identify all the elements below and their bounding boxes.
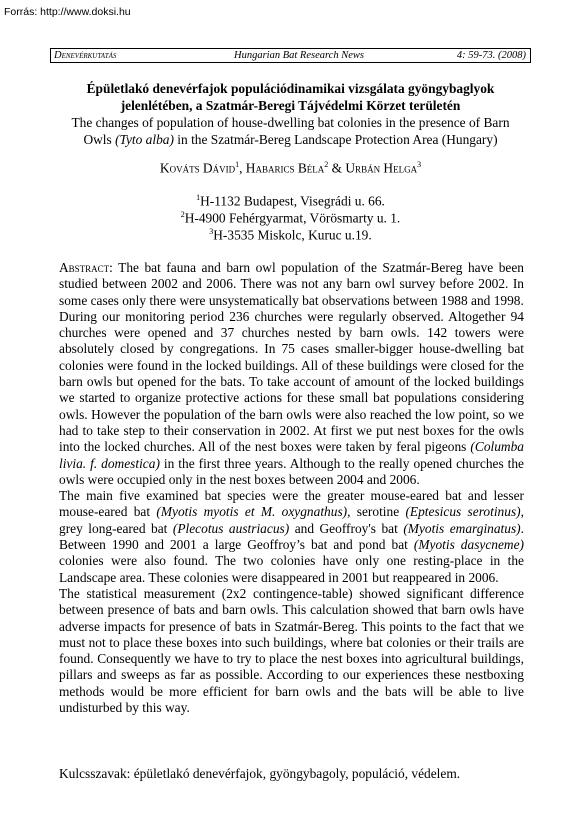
author-1: Kováts Dávid — [159, 160, 236, 176]
journal-section: Denevérkutatás — [54, 50, 117, 61]
abstract-paragraph-2: During our monitoring period 236 churches were regularly observed. Altogether 94 churches were opened and 37 churches nested by barn owls. 142 towers were absolutely closed by congregations. In 75 cases smaller-bigger house-dwelling bat colonies were found in the locked buildings. All of these buildings were closed for the barn owls but opened for the bats. To take account of amount of the locked buildings we started to organize protective actions for these small bat populations considering owls. However the population of the barn owls were also reached the low point, so we had to take step to their conservation in 2002. At first we put nest boxes for the owls into the locked churches. All of the nest boxes were taken by feral pigeons (Columba livia. f. domestica) in the first three years. Although to the really opened churches the owls were occupied only in the nest boxes between 2004 and 2006. — [59, 308, 524, 487]
title-hu-line2: jelenlétében, a Szatmár-Beregi Tájvédelmi Körzet területén — [120, 98, 461, 113]
abstract-label: Abstract: — [59, 260, 113, 275]
authors: Kováts Dávid$^1$, Habarics Béla$^2$ & Urbán Helga$^3$ — [159, 160, 422, 176]
author-2: Habarics Béla — [245, 160, 325, 176]
abstract-paragraph-1: Abstract: The bat fauna and barn owl population of the Szatmár-Bereg have been studied between 2002 and 2006. There was not any barn owl survey before 2002. In some cases only there were unsystematically bat observations between 1988 and 1998. — [59, 260, 524, 308]
abstract — [59, 260, 524, 716]
title-en-line1: The changes of population of house-dwelling bat colonies in the presence of Barn — [71, 115, 510, 130]
abstract-paragraph-4: The statistical measurement (2x2 contingence-table) showed significant difference between presence of bats and barn owls. This calculation showed that barn owls have adverse impacts for presence of bats in Szatmár-Bereg. This points to the fact that we must not to place these boxes into such buildings, where bat colonies or their trails are found. Consequently we have to try to place the nest boxes into agricultural buildings, pillars and sweeps as far as possible. According to our experiences these nestboxing methods would be more efficient for barn owls and the bats will be able to live undisturbed by this way. — [59, 585, 524, 716]
title-english — [50, 114, 531, 148]
running-header — [50, 48, 531, 63]
address-2: $^2$H-4900 Fehérgyarmat, Vörösmarty u. 1. — [180, 210, 401, 226]
address-3: $^3$H-3535 Miskolc, Kuruc u.19. — [209, 227, 372, 243]
abstract-paragraph-3: The main five examined bat species were the greater mouse-eared bat and lesser mouse-eared bat (Myotis myotis et M. oxygnathus), serotine (Eptesicus serotinus), grey long-eared bat (Plecotus austriacus) and Geoffroy's bat (Myotis emarginatus). Between 1990 and 2001 a large Geoffroy’s bat and pond bat (Myotis dasycneme) colonies were also found. The two colonies have only one resting-place in the Landscape area. These colonies were disappeared in 2001 but reappeared in 2006. — [59, 488, 525, 585]
title-en-line2: Owls (Tyto alba) in the Szatmár-Bereg Landscape Protection Area (Hungary) — [83, 132, 498, 147]
author-3: Urbán Helga — [345, 160, 418, 176]
species-name: (Tyto alba) — [115, 132, 174, 147]
journal-issue: 4: 59-73. (2008) — [456, 50, 526, 61]
keywords: Kulcsszavak: épületlakó denevérfajok, gyöngybagoly, populáció, védelem. — [59, 766, 461, 781]
address-1: $^1$H-1132 Budapest, Visegrádi u. 66. — [196, 193, 385, 209]
source-url: Forrás: http://www.doksi.hu — [4, 6, 131, 18]
journal-name: Hungarian Bat Research News — [234, 50, 364, 61]
title-hu-line1: Épületlakó denevérfajok populációdinamikai vizsgálata gyöngybaglyok — [86, 81, 495, 96]
title-hungarian — [50, 80, 531, 114]
